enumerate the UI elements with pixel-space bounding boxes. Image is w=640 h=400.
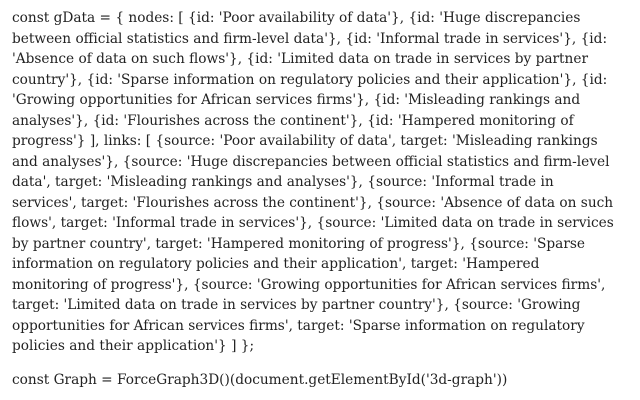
code-line: target: 'Limited data on trade in services by partner country'}, {source: 'Growing	[12, 297, 581, 313]
code-block-graph	[12, 370, 514, 391]
code-line: monitoring of progress'}, {source: 'Growing opportunities for African services firms',	[12, 276, 606, 293]
code-line: progress'} ], links: [ {source: 'Poor availability of data', target: 'Misleading rankings	[12, 133, 598, 149]
code-line: between official statistics and firm-level data'}, {id: 'Informal trade in services'}, {id:	[12, 30, 608, 47]
code-line: by partner country', target: 'Hampered monitoring of progress'}, {source: 'Sparse	[12, 235, 586, 252]
code-line: data', target: 'Misleading rankings and analyses'}, {source: 'Informal trade in	[12, 174, 554, 190]
code-line: 'Growing opportunities for African services firms'}, {id: 'Misleading rankings and	[12, 92, 581, 108]
code-line: const Graph = ForceGraph3D()(document.getElementById('3d-graph'))	[12, 372, 508, 388]
code-line: analyses'}, {id: 'Flourishes across the continent'}, {id: 'Hampered monitoring of	[12, 112, 574, 129]
code-line: const gData = { nodes: [ {id: 'Poor availability of data'}, {id: 'Huge discrepancies	[12, 10, 581, 26]
code-line: policies and their application'} ] };	[12, 338, 255, 354]
code-line: and analyses'}, {source: 'Huge discrepancies between official statistics and firm-level	[12, 153, 610, 170]
code-block-gdata	[12, 8, 614, 357]
code-line: information on regulatory policies and their application', target: 'Hampered	[12, 256, 540, 272]
code-line: flows', target: 'Informal trade in services'}, {source: 'Limited data on trade in services	[12, 215, 614, 231]
code-line: 'Absence of data on such flows'}, {id: 'Limited data on trade in services by partner	[12, 51, 589, 67]
code-line: opportunities for African services firms', target: 'Sparse information on regulatory	[12, 317, 585, 334]
code-line: country'}, {id: 'Sparse information on regulatory policies and their application'}, {id:	[12, 71, 608, 88]
code-line: services', target: 'Flourishes across the continent'}, {source: 'Absence of data on such	[12, 194, 614, 211]
